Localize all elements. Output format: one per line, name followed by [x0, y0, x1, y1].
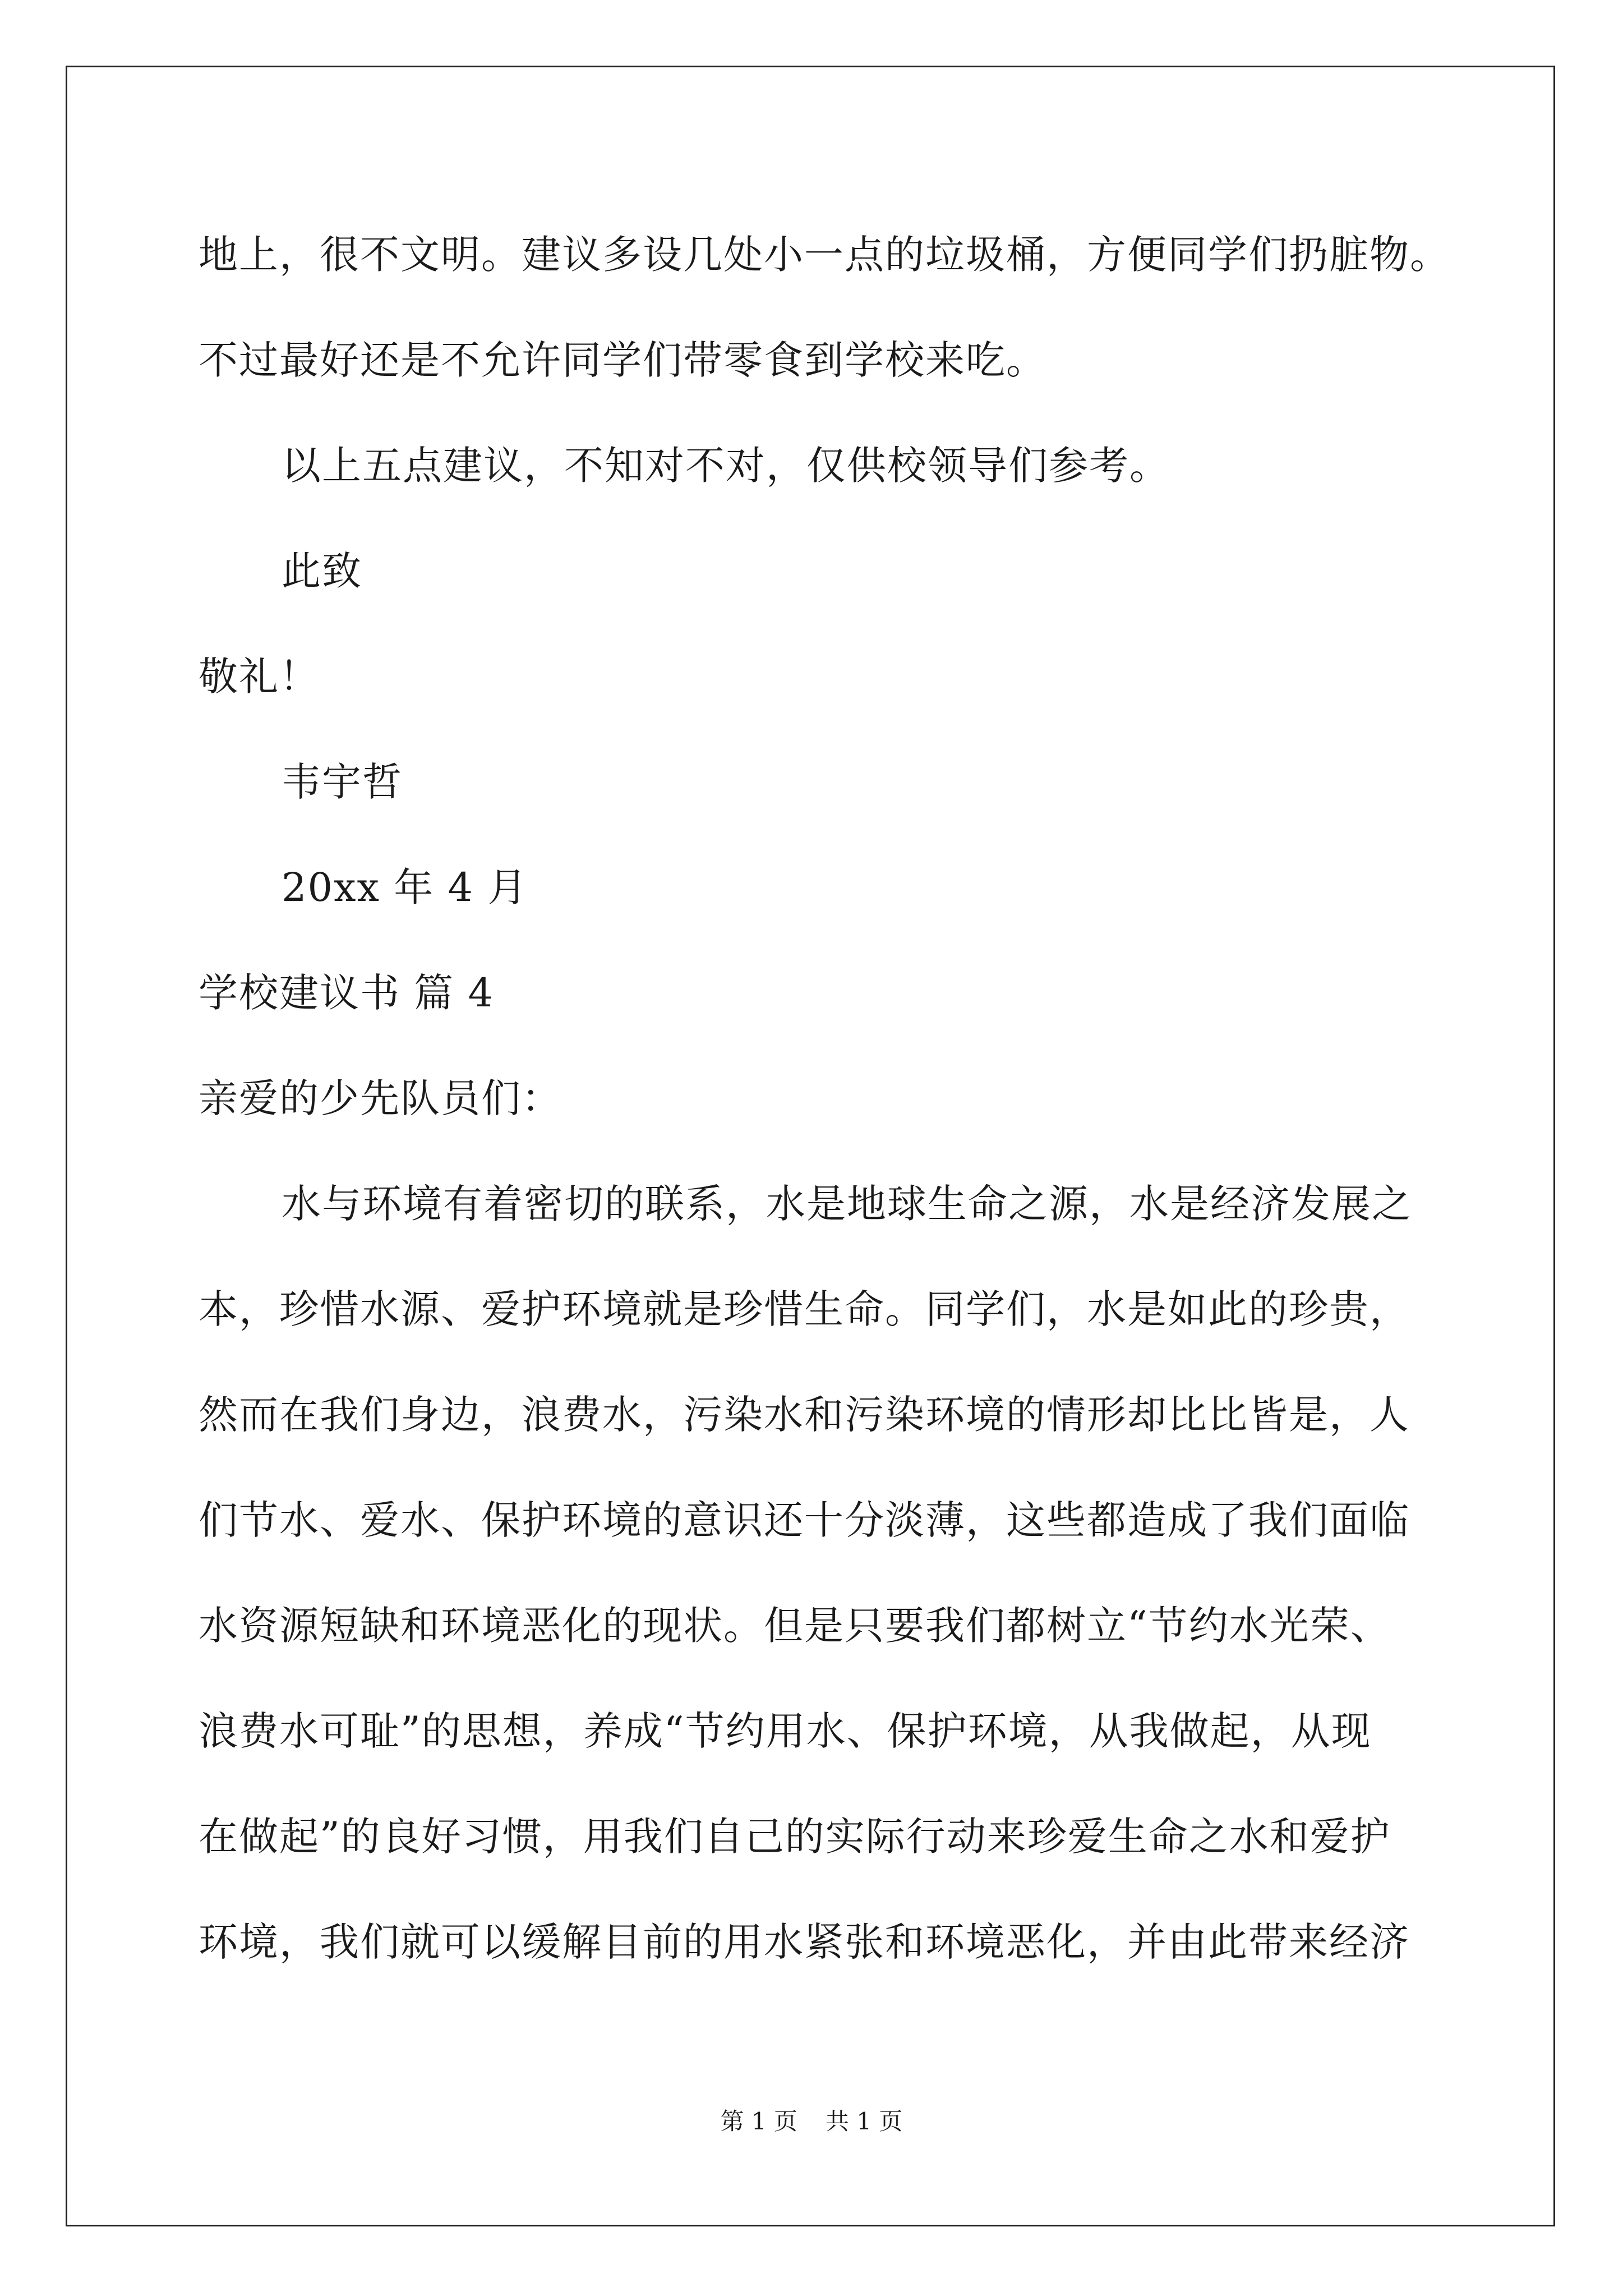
text-line: 以上五点建议，不知对不对，仅供校领导们参考。 — [282, 443, 1170, 489]
document-body — [199, 202, 1450, 1995]
text-line: 本，珍惜水源、爱护环境就是珍惜生命。同学们，水是如此的珍贵， — [199, 1286, 1410, 1332]
salutation-line: 此致 — [282, 548, 362, 594]
signature-date: 20xx 年 4 月 — [282, 864, 528, 910]
section-heading: 学校建议书 篇 4 — [199, 970, 495, 1016]
text-line: 地上，很不文明。建议多设几处小一点的垃圾桶，方便同学们扔脏物。 — [199, 232, 1450, 278]
text-line: 然而在我们身边，浪费水，污染水和污染环境的情形却比比皆是，人 — [199, 1392, 1410, 1438]
page-footer — [0, 2105, 1623, 2138]
text-line: 环境，我们就可以缓解目前的用水紧张和环境恶化，并由此带来经济 — [199, 1919, 1410, 1965]
page-total: 共 1 页 — [826, 2108, 903, 2135]
text-line: 在做起”的良好习惯，用我们自己的实际行动来珍爱生命之水和爱护 — [199, 1814, 1391, 1860]
text-line: 水资源短缺和环境恶化的现状。但是只要我们都树立“节约水光荣、 — [199, 1603, 1391, 1649]
page-number: 第 1 页 — [720, 2108, 797, 2135]
salutation-line: 敬礼！ — [199, 654, 320, 700]
text-line: 水与环境有着密切的联系，水是地球生命之源，水是经济发展之 — [282, 1181, 1412, 1227]
text-line: 浪费水可耻”的思想，养成“节约用水、保护环境，从我做起，从现 — [199, 1708, 1372, 1754]
signature-name: 韦宇哲 — [282, 759, 403, 805]
text-line: 不过最好还是不允许同学们带零食到学校来吃。 — [199, 337, 1046, 383]
text-line: 们节水、爱水、保护环境的意识还十分淡薄，这些都造成了我们面临 — [199, 1497, 1410, 1543]
greeting-line: 亲爱的少先队员们： — [199, 1075, 562, 1121]
